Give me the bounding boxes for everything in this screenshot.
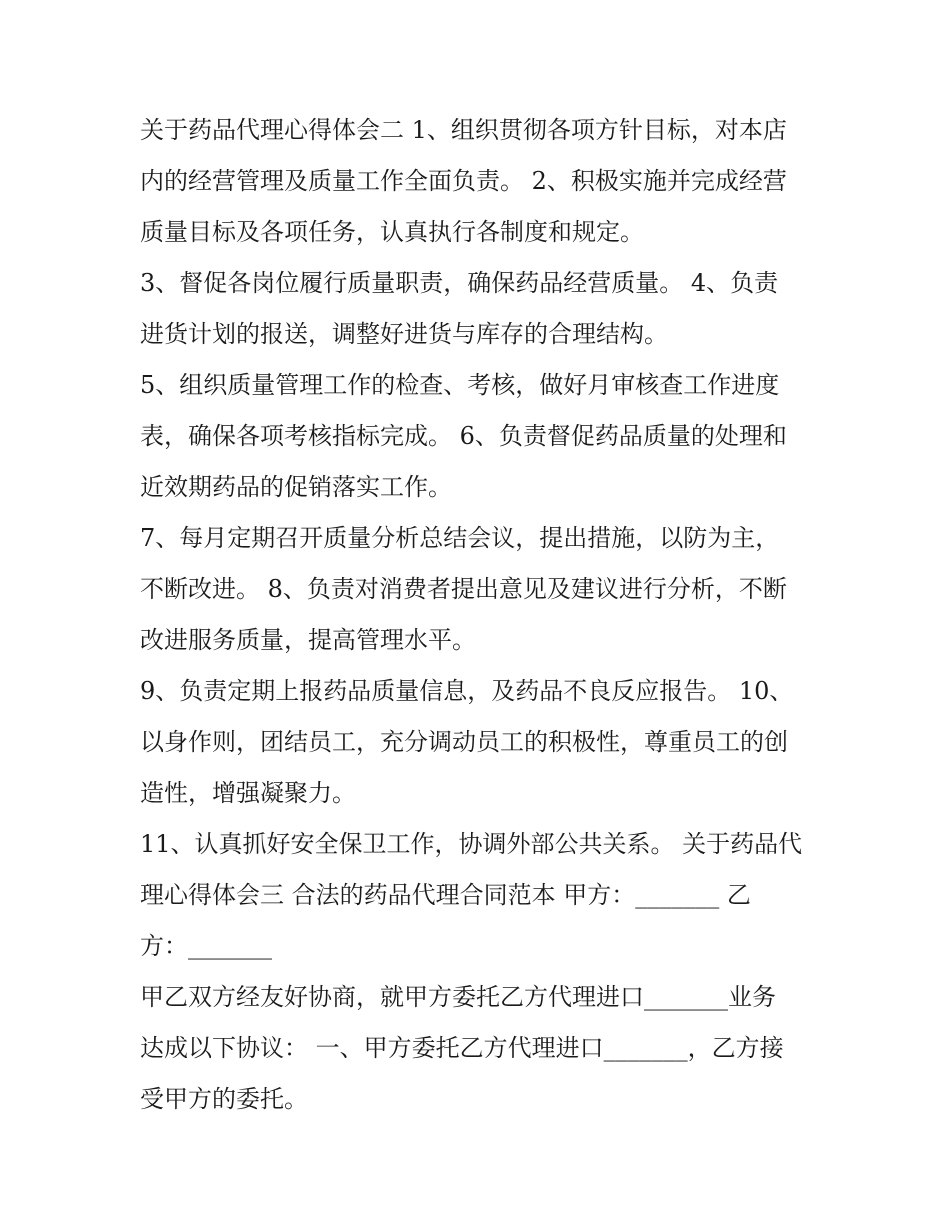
text-line: 理心得体会三 合法的药品代理合同范本 甲方：_______ 乙	[140, 881, 751, 909]
text-line: 近效期药品的促销落实工作。	[140, 473, 452, 501]
text-line: 表，确保各项考核指标完成。 6、负责督促药品质量的处理和	[140, 422, 787, 450]
text-line: 质量目标及各项任务，认真执行各制度和规定。	[140, 218, 644, 246]
text-line: 不断改进。 8、负责对消费者提出意见及建议进行分析，不断	[140, 575, 787, 603]
text-line: 方：_______	[140, 932, 272, 960]
text-line: 11、认真抓好安全保卫工作，协调外部公共关系。 关于药品代	[140, 830, 803, 858]
text-line: 9、负责定期上报药品质量信息，及药品不良反应报告。 10、	[140, 677, 794, 705]
text-line: 造性，增强凝聚力。	[140, 779, 356, 807]
text-line: 5、组织质量管理工作的检查、考核，做好月审核查工作进度	[140, 371, 780, 399]
text-line: 以身作则，团结员工，充分调动员工的积极性，尊重员工的创	[140, 728, 788, 756]
text-line: 3、督促各岗位履行质量职责，确保药品经营质量。 4、负责	[140, 269, 779, 297]
text-line: 达成以下协议： 一、甲方委托乙方代理进口_______，乙方接	[140, 1034, 784, 1062]
text-line: 关于药品代理心得体会二 1、组织贯彻各项方针目标，对本店	[140, 116, 787, 144]
text-line: 甲乙双方经友好协商，就甲方委托乙方代理进口_______业务	[140, 983, 776, 1011]
text-line: 7、每月定期召开质量分析总结会议，提出措施，以防为主，	[140, 524, 780, 552]
document-body	[140, 105, 830, 1125]
text-line: 内的经营管理及质量工作全面负责。 2、积极实施并完成经营	[140, 167, 787, 195]
text-line: 改进服务质量，提高管理水平。	[140, 626, 476, 654]
text-line: 进货计划的报送，调整好进货与库存的合理结构。	[140, 320, 668, 348]
text-line: 受甲方的委托。	[140, 1085, 308, 1113]
